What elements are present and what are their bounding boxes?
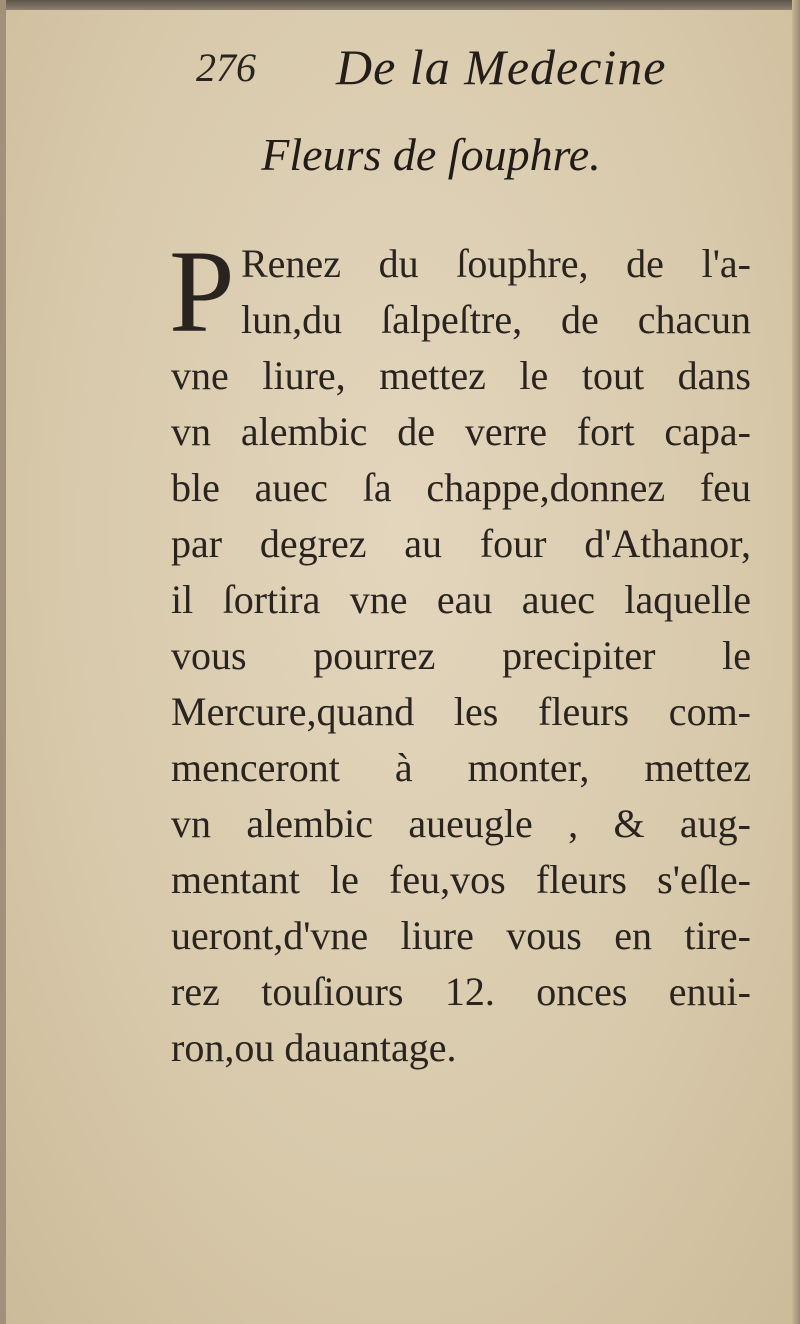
text-line: mentant le feu,vos fleurs s'eſle- [171,857,751,902]
text-line: vne liure, mettez le tout dans [171,353,751,398]
drop-cap: P [169,226,235,357]
page-header [6,38,800,108]
page-top-edge [6,0,800,10]
text-line: vous pourrez precipiter le [171,633,751,678]
text-line: rez touſiours 12. onces enui- [171,969,751,1014]
text-line: vn alembic aueugle , & aug- [171,801,751,846]
text-line: lun,du ſalpeſtre, de chacun [241,297,751,342]
text-line: Renez du ſouphre, de l'a- [241,241,751,286]
text-line: par degrez au four d'Athanor, [171,521,751,566]
text-line: ron,ou dauantage. [171,1025,457,1070]
text-line: ueront,d'vne liure vous en tire- [171,913,751,958]
body-text [169,226,751,1076]
section-title: Fleurs de ſouphre. [261,129,601,180]
page-right-edge [792,0,800,1324]
running-title: De la Medecine [336,39,667,95]
text-line: Mercure,quand les fleurs com- [171,689,751,734]
text-line: ble auec ſa chappe,donnez feu [171,465,751,510]
page-number: 276 [196,45,256,90]
text-line: vn alembic de verre fort capa- [171,409,751,454]
text-line: menceront à monter, mettez [171,745,751,790]
text-line: il ſortira vne eau auec laquelle [171,577,751,622]
